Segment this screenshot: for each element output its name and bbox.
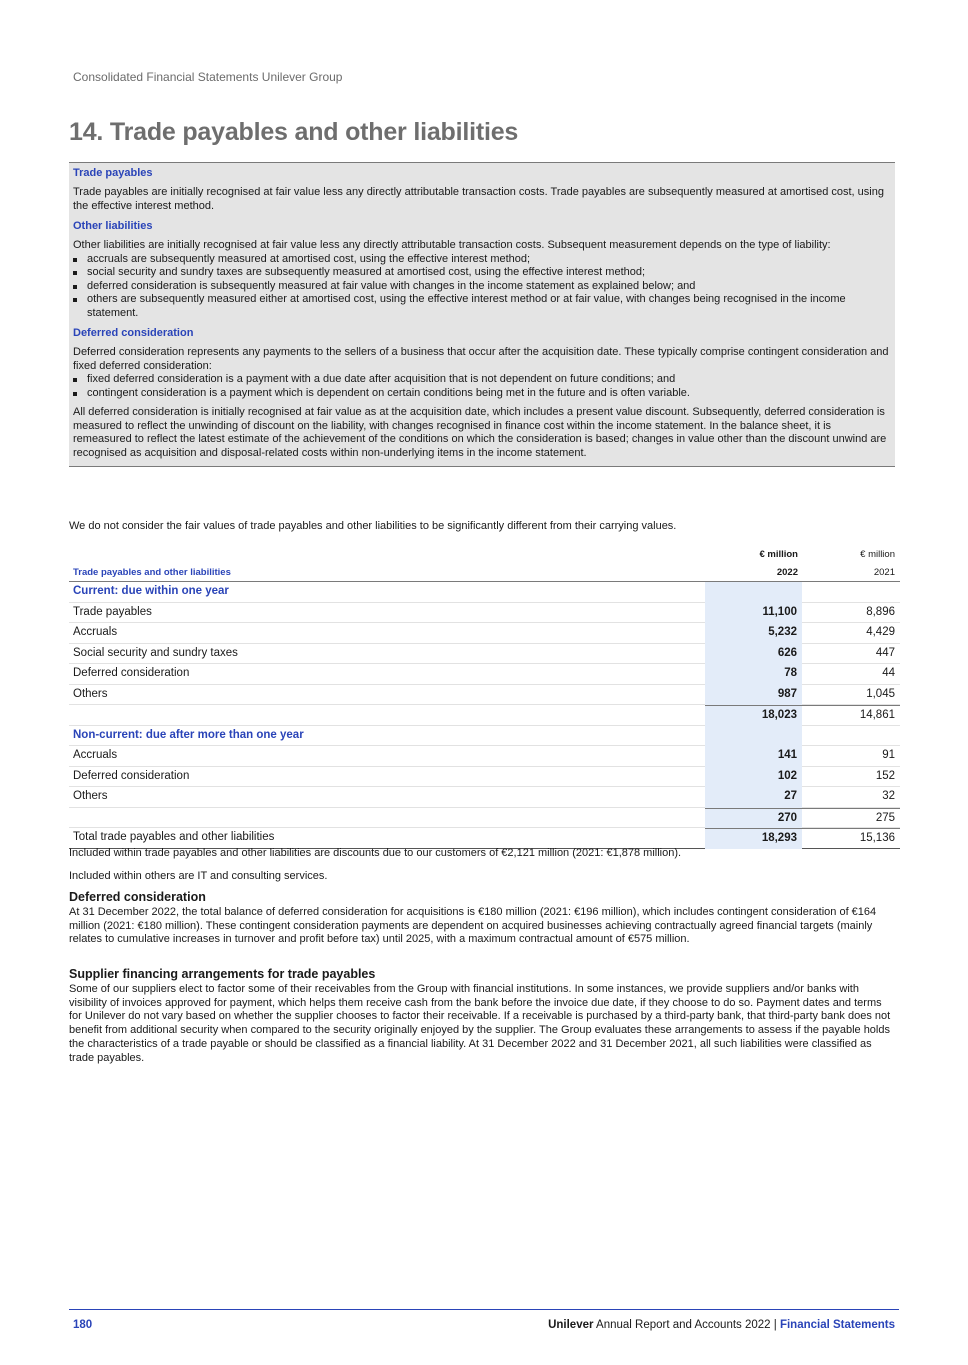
other-liabilities-heading: Other liabilities — [73, 220, 153, 232]
total-2022: 18,293 — [705, 828, 802, 849]
year-2022: 2022 — [776, 567, 798, 578]
liabilities-table — [69, 546, 900, 849]
year-2021: 2021 — [873, 567, 895, 578]
table-row — [69, 603, 900, 624]
current-section-row — [69, 582, 900, 603]
subtotal-2022: 18,023 — [705, 705, 802, 726]
deferred-consideration-list — [69, 373, 895, 400]
trade-payables-heading: Trade payables — [73, 167, 153, 179]
page-number: 180 — [73, 1319, 93, 1331]
deferred-consideration-heading: Deferred consideration — [73, 327, 194, 339]
noncurrent-section-row — [69, 726, 900, 747]
value-2022: 626 — [705, 644, 802, 665]
row-label: Others — [73, 790, 108, 802]
footer-divider — [69, 1309, 899, 1310]
accounting-policy-box — [69, 162, 895, 467]
grand-total-row — [69, 828, 900, 849]
value-2021: 152 — [875, 769, 895, 782]
value-2021: 8,896 — [866, 605, 895, 618]
deferred-consideration-paragraph: At 31 December 2022, the total balance of deferred consideration for acquisitions is €180 million (2021: €196 million), which includes contingent consideration of €164 million (2021: €180 million). These contingent consideration payments are dependent on acquired businesses achieving contractually agreed financial targets (mainly relates to cumulative increases in turnover and profit before tax) until 2025, with a maximum contractual amount of €575 million. — [69, 906, 877, 946]
trade-payables-text: Trade payables are initially recognised at fair value less any directly attributable transaction costs. Trade payables are subsequently measured at amortised cost, using the effective interest method. — [73, 186, 884, 212]
deferred-consideration-subheading: Deferred consideration — [69, 890, 206, 904]
list-item: deferred consideration is subsequently measured at fair value with changes in the income statement as explained below; and — [73, 280, 891, 294]
other-liabilities-text: Other liabilities are initially recognised at fair value less any directly attributable transaction costs. Subsequent measurement depends on the type of liability: — [73, 239, 831, 251]
list-item: accruals are subsequently measured at amortised cost, using the effective interest method; — [73, 253, 891, 267]
value-2021: 447 — [875, 646, 895, 659]
table-header — [69, 546, 900, 582]
subtotal-2022: 270 — [705, 808, 802, 829]
list-item: contingent consideration is a payment which is dependent on certain conditions being met in the future and is often variable. — [73, 387, 891, 401]
table-row — [69, 746, 900, 767]
value-2021: 44 — [882, 667, 895, 679]
highlight-cell — [705, 726, 802, 747]
row-label: Trade payables — [73, 605, 152, 618]
noncurrent-subtotal-row — [69, 808, 900, 829]
list-item: social security and sundry taxes are subsequently measured at amortised cost, using the effective interest method; — [73, 266, 891, 280]
deferred-consideration-detail: All deferred consideration is initially recognised at fair value as at the acquisition date, which includes a present value discount. Subsequently, deferred consideration is measured to reflect the unwinding of discount on the liability, with changes recognised in finance cost within the income statement. In the balance sheet, it is remeasured to reflect the latest estimate of the achievement of the conditions on which the consideration is based; changes in value other than the discount unwind are recognised as acquisition and disposal-related costs within non-underlying items in the income statement. — [73, 406, 887, 459]
value-2021: 32 — [882, 790, 895, 802]
others-note: Included within others are IT and consulting services. — [69, 870, 328, 882]
table-row — [69, 767, 900, 788]
current-subtotal-row — [69, 705, 900, 726]
value-2022: 27 — [705, 787, 802, 808]
total-2021: 15,136 — [802, 828, 900, 844]
noncurrent-heading: Non-current: due after more than one year — [73, 728, 304, 741]
unit-2022: € million — [759, 549, 798, 560]
footer-section-link[interactable]: Financial Statements — [779, 1319, 895, 1331]
row-label: Accruals — [73, 626, 118, 638]
list-item: others are subsequently measured either at amortised cost, using the effective interest method or at fair value, with changes being recognised in the income statement. — [73, 293, 891, 320]
subtotal-2021: 275 — [802, 808, 900, 824]
value-2022: 5,232 — [705, 623, 802, 644]
current-heading: Current: due within one year — [73, 585, 229, 597]
value-2022: 987 — [705, 685, 802, 706]
footer-report: Annual Report and Accounts 2022 | — [593, 1319, 780, 1331]
table-row — [69, 685, 900, 706]
table-row — [69, 664, 900, 685]
table-row — [69, 787, 900, 808]
table-row — [69, 623, 900, 644]
total-label: Total trade payables and other liabilities — [73, 831, 275, 843]
value-2022: 102 — [705, 767, 802, 788]
highlight-cell — [705, 582, 802, 603]
deferred-consideration-text: Deferred consideration represents any payments to the sellers of a business that occur after the acquisition date. These typically comprise contingent consideration and fixed deferred consideration: — [73, 346, 889, 372]
row-label: Deferred consideration — [73, 667, 190, 679]
row-label: Social security and sundry taxes — [73, 646, 238, 659]
running-header: Consolidated Financial Statements Unilever Group — [73, 70, 343, 84]
value-2022: 11,100 — [705, 603, 802, 624]
subtotal-2021: 14,861 — [802, 705, 900, 721]
supplier-financing-subheading: Supplier financing arrangements for trade payables — [69, 967, 376, 981]
unit-2021: € million — [860, 549, 895, 560]
footer-brand: Unilever — [548, 1319, 594, 1331]
other-liabilities-list — [69, 253, 895, 321]
discounts-note: Included within trade payables and other liabilities are discounts due to our customers of €2,121 million (2021: €1,878 million). — [69, 847, 682, 859]
supplier-financing-paragraph: Some of our suppliers elect to factor some of their receivables from the Group with financial institutions. In some instances, we provide suppliers and/or banks with visibility of invoices approved for payment, which helps them receive cash from the bank before the invoice due date, if they choose to do so. Payment dates and terms for Unilever do not vary based on whether the supplier chooses to factor their receivable. If a receivable is purchased by a third-party bank, that third-party bank does not benefit from additional security when compared to the security originally enjoyed by the supplier. The Group evaluates these arrangements to assess if the payable holds the characteristics of a trade payable or should be classified as a financial liability. At 31 December 2022 and 31 December 2021, all such liabilities were classified as trade payables. — [69, 983, 891, 1064]
value-2022: 78 — [705, 664, 802, 685]
table-row — [69, 644, 900, 665]
list-item: fixed deferred consideration is a payment with a due date after acquisition that is not dependent on future conditions; and — [73, 373, 891, 387]
row-label: Deferred consideration — [73, 769, 190, 782]
value-2021: 91 — [882, 749, 895, 761]
value-2021: 4,429 — [866, 626, 895, 638]
page-title: 14. Trade payables and other liabilities — [69, 118, 519, 146]
row-label: Accruals — [73, 749, 118, 761]
footer-title — [548, 1319, 895, 1331]
value-2022: 141 — [705, 746, 802, 767]
fair-value-statement: We do not consider the fair values of trade payables and other liabilities to be significantly different from their carrying values. — [69, 520, 677, 532]
value-2021: 1,045 — [866, 687, 895, 700]
table-label: Trade payables and other liabilities — [73, 567, 231, 578]
row-label: Others — [73, 687, 108, 700]
